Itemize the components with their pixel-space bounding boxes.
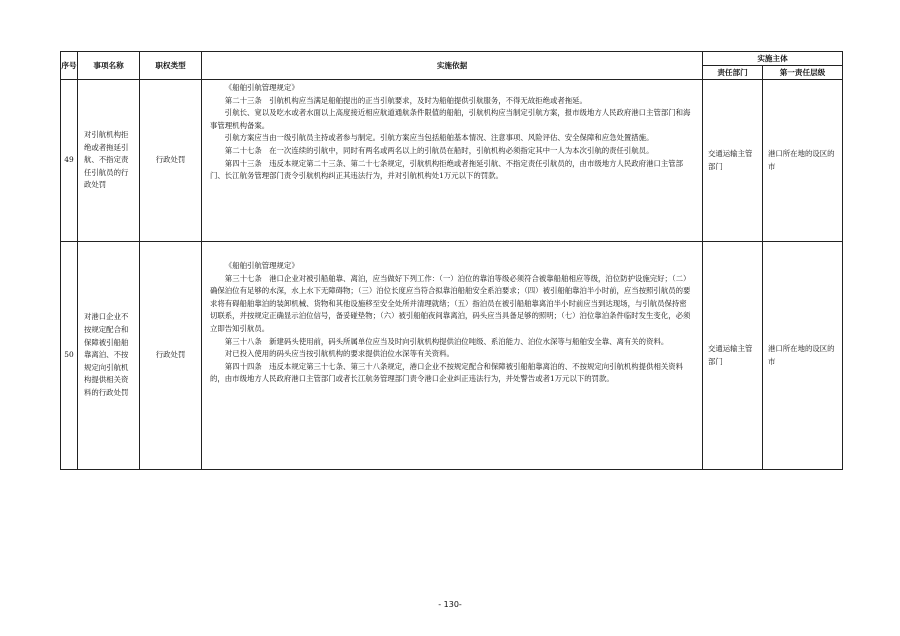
responsible-level: 港口所在地的设区的市	[763, 80, 843, 242]
basis-paragraph: 引航方案应当由一级引航员主持或者参与制定。引航方案应当包括船舶基本情况、注意事项、风险评估、安全保障和应急处置措施。	[224, 133, 654, 143]
row-number: 50	[61, 242, 78, 470]
basis-paragraph: 《船舶引航管理规定》	[224, 83, 299, 92]
header-subject: 实施主体	[703, 52, 843, 66]
power-type: 行政处罚	[140, 80, 202, 242]
header-dept: 责任部门	[703, 66, 763, 80]
table-row	[61, 80, 843, 242]
header-type: 职权类型	[140, 52, 202, 80]
legal-basis	[202, 242, 703, 470]
basis-paragraph: 第二十七条 在一次连续的引航中，同时有两名或两名以上的引航员在船时，引航机构必须指定其中一人为本次引航的责任引航员。	[224, 145, 654, 155]
header-num: 序号	[61, 52, 78, 80]
responsible-dept: 交通运输主管部门	[703, 242, 763, 470]
basis-paragraph: 第三十七条 港口企业对被引船舶靠、离泊，应当做好下列工作：（一）泊位的靠泊等级必须符合被靠船舶相应等级，泊位防护设施完好；（二）确保泊位有足够的水深，水上水下无障碍物；（三）泊位长度应当符合拟靠泊船舶安全系泊要求；（四）被引船舶靠泊半小时前，应当按照引航员的要求将有碍船舶靠泊的装卸机械、货物和其他设施移至安全处所并清理就绪；（五）指泊员在被引船舶靠离泊半小时前应当到达现场，与引航员保持密切联系，并按规定正确显示泊位信号，备妥碰垫物；（六）被引船舶夜间靠离泊，码头应当具备足够的照明；（七）泊位靠泊条件临时发生变化，必须立即告知引航员。	[210, 273, 691, 333]
basis-paragraph: 《船舶引航管理规定》	[224, 261, 299, 270]
header-row	[61, 52, 843, 66]
basis-paragraph: 引航长、宽以及吃水或者水面以上高度接近相应航道通航条件限值的船舶，引航机构应当制定引航方案，报市级地方人民政府港口主管部门和海事管理机构备案。	[210, 108, 691, 130]
row-number: 49	[61, 80, 78, 242]
page-number: - 130-	[438, 600, 462, 609]
power-type: 行政处罚	[140, 242, 202, 470]
basis-paragraph: 第四十四条 违反本规定第三十七条、第三十八条规定，港口企业不按规定配合和保障被引船舶靠离泊的、不按规定向引航机构提供相关资料的，由市级地方人民政府港口主管部门或者长江航务管理部门责令港口企业纠正违法行为，并处警告或者1万元以下的罚款。	[210, 361, 684, 384]
power-list-table	[60, 51, 843, 470]
header-basis: 实施依据	[202, 52, 703, 80]
item-name: 对港口企业不按规定配合和保障被引船舶靠离泊、不按规定向引航机构提供相关资料的行政处罚	[78, 242, 140, 470]
basis-paragraph: 对已投入使用的码头应当按引航机构的要求提供泊位水深等有关资料。	[224, 349, 454, 359]
header-name: 事项名称	[78, 52, 140, 80]
basis-paragraph: 第二十三条 引航机构应当满足船舶提出的正当引航要求，及时为船舶提供引航服务，不得无故拒绝或者拖延。	[224, 95, 587, 105]
responsible-level: 港口所在地的设区的市	[763, 242, 843, 470]
header-level: 第一责任层级	[763, 66, 843, 80]
responsible-dept: 交通运输主管部门	[703, 80, 763, 242]
item-name: 对引航机构拒绝或者拖延引航、不指定责任引航员的行政处罚	[78, 80, 140, 242]
basis-paragraph: 第三十八条 新建码头使用前，码头所属单位应当及时向引航机构提供泊位吨级、系泊能力、泊位水深等与船舶安全靠、离有关的资料。	[224, 336, 669, 346]
legal-basis	[202, 80, 703, 242]
basis-paragraph: 第四十三条 违反本规定第二十三条、第二十七条规定，引航机构拒绝或者拖延引航、不指定责任引航员的，由市级地方人民政府港口主管部门、长江航务管理部门责令引航机构纠正其违法行为，并对引航机构处1万元以下的罚款。	[210, 158, 684, 181]
table-row	[61, 242, 843, 470]
